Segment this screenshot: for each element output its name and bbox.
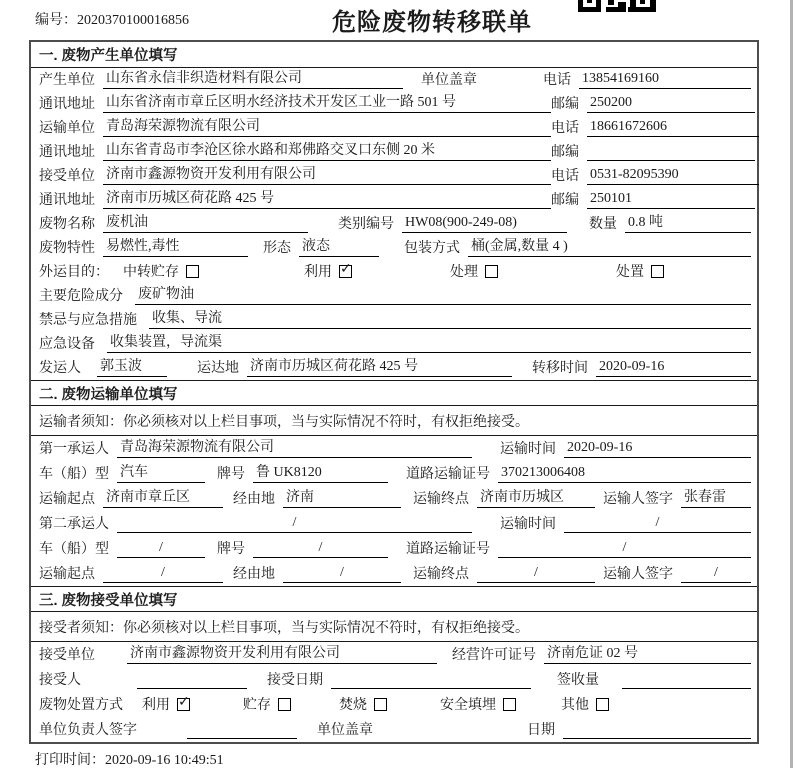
waste-pack-value: 桶(金属,数量 4 ) bbox=[468, 235, 751, 257]
producer-phone-label: 电话 bbox=[543, 73, 571, 88]
receiver-addr-label: 通讯地址 bbox=[39, 193, 95, 208]
receiver-zip-value: 250101 bbox=[587, 191, 755, 209]
checkbox-icon bbox=[278, 698, 291, 711]
road-license1-label: 道路运输证号 bbox=[406, 467, 490, 482]
transporter-zip-value bbox=[587, 159, 755, 161]
row-producer bbox=[31, 68, 757, 92]
receiver-phone-label: 电话 bbox=[551, 169, 579, 184]
dispatcher-label: 发运人 bbox=[39, 361, 81, 376]
checkbox-label: 利用 bbox=[304, 265, 332, 280]
row-hazard bbox=[31, 284, 757, 308]
carrier1-value: 青岛海荣源物流有限公司 bbox=[117, 436, 472, 458]
checkbox-label: 处理 bbox=[450, 265, 478, 280]
purpose-option-dispose bbox=[616, 261, 664, 281]
responsible-sign-value bbox=[187, 737, 297, 739]
waste-form-label: 形态 bbox=[263, 241, 291, 256]
serial-value: 2020370100016856 bbox=[77, 13, 189, 28]
equipment-value: 收集装置，导流渠 bbox=[107, 331, 751, 353]
destination-label: 运达地 bbox=[197, 361, 239, 376]
plate2-value: / bbox=[253, 540, 388, 558]
hazard-label: 主要危险成分 bbox=[39, 289, 123, 304]
route1-start-value: 济南市章丘区 bbox=[103, 486, 223, 508]
row-transporter-address bbox=[31, 140, 757, 164]
hazard-value: 废矿物油 bbox=[135, 283, 751, 305]
producer-zip-value: 250200 bbox=[587, 95, 755, 113]
route2-end-label: 运输终点 bbox=[413, 567, 469, 582]
stamp-date-value bbox=[563, 737, 751, 739]
row-disposal-method bbox=[31, 692, 757, 717]
route1-sign-label: 运输人签字 bbox=[603, 492, 673, 507]
receiver-label: 接受单位 bbox=[39, 169, 95, 184]
route1-end-value: 济南市历城区 bbox=[477, 486, 595, 508]
producer-zip-label: 邮编 bbox=[551, 97, 579, 112]
transporter-value: 青岛海荣源物流有限公司 bbox=[103, 115, 551, 137]
carrier2-time-label: 运输时间 bbox=[500, 517, 556, 532]
row-acceptor bbox=[31, 667, 757, 692]
row-carrier2 bbox=[31, 511, 757, 536]
row-producer-address bbox=[31, 92, 757, 116]
row-dispatch bbox=[31, 356, 757, 380]
disposal-option-utilize bbox=[142, 694, 190, 714]
row-route1 bbox=[31, 486, 757, 511]
checkbox-label: 处置 bbox=[616, 265, 644, 280]
row-waste-traits bbox=[31, 236, 757, 260]
checkbox-icon bbox=[485, 265, 498, 278]
unit-stamp-label: 单位盖章 bbox=[317, 723, 373, 738]
emergency-value: 收集、导流 bbox=[149, 307, 751, 329]
page-title: 危险废物转移联单 bbox=[332, 10, 532, 36]
waste-traits-label: 废物特性 bbox=[39, 241, 95, 256]
route2-via-label: 经由地 bbox=[233, 567, 275, 582]
row-carrier1 bbox=[31, 436, 757, 461]
section3-header: 三. 废物接受单位填写 bbox=[31, 586, 757, 612]
receiver-addr-value: 济南市历城区荷花路 425 号 bbox=[103, 187, 551, 209]
row-purpose bbox=[31, 260, 757, 284]
stamp-label: 单位盖章 bbox=[421, 73, 477, 88]
checkbox-label: 中转贮存 bbox=[123, 265, 179, 280]
acceptor-label: 接受人 bbox=[39, 673, 81, 688]
plate1-label: 牌号 bbox=[217, 467, 245, 482]
carrier1-time-value: 2020-09-16 bbox=[564, 440, 751, 458]
waste-qty-label: 数量 bbox=[589, 217, 617, 232]
checkbox-label: 安全填埋 bbox=[440, 698, 496, 713]
carrier1-time-label: 运输时间 bbox=[500, 442, 556, 457]
checkbox-label: 焚烧 bbox=[339, 698, 367, 713]
print-time-label: 打印时间： bbox=[35, 753, 105, 768]
road-license1-value: 370213006408 bbox=[498, 465, 751, 483]
transporter-addr-value: 山东省青岛市李沧区徐水路和郑佛路交叉口东侧 20 米 bbox=[103, 139, 551, 161]
waste-name-label: 废物名称 bbox=[39, 217, 95, 232]
vehicle1-value: 汽车 bbox=[117, 461, 205, 483]
checkbox-icon bbox=[503, 698, 516, 711]
route2-start-label: 运输起点 bbox=[39, 567, 95, 582]
transporter-phone-label: 电话 bbox=[551, 121, 579, 136]
checkbox-icon bbox=[339, 260, 352, 278]
waste-traits-value: 易燃性,毒性 bbox=[103, 235, 248, 257]
transporter-label: 运输单位 bbox=[39, 121, 95, 136]
accept-date-label: 接受日期 bbox=[267, 673, 323, 688]
waste-name-value: 废机油 bbox=[103, 211, 308, 233]
checkbox-icon bbox=[186, 265, 199, 278]
checkbox-icon bbox=[374, 698, 387, 711]
producer-value: 山东省永信非织造材料有限公司 bbox=[103, 67, 403, 89]
check-mark: ✓ bbox=[178, 693, 190, 710]
route2-start-value: / bbox=[103, 565, 223, 583]
vehicle2-value: / bbox=[117, 540, 205, 558]
purpose-option-utilize bbox=[304, 261, 352, 281]
producer-addr-value: 山东省济南市章丘区明水经济技术开发区工业一路 501 号 bbox=[103, 91, 551, 113]
receiver-zip-label: 邮编 bbox=[551, 193, 579, 208]
accept-unit-value: 济南市鑫源物资开发利用有限公司 bbox=[127, 642, 437, 664]
plate2-label: 牌号 bbox=[217, 542, 245, 557]
row-vehicle1 bbox=[31, 461, 757, 486]
waste-pack-label: 包装方式 bbox=[404, 241, 460, 256]
producer-label: 产生单位 bbox=[39, 73, 95, 88]
acceptor-value bbox=[137, 687, 247, 689]
producer-phone-value: 13854169160 bbox=[579, 71, 751, 89]
route2-sign-label: 运输人签字 bbox=[603, 567, 673, 582]
equipment-label: 应急设备 bbox=[39, 337, 95, 352]
route2-via-value: / bbox=[283, 565, 401, 583]
received-qty-value bbox=[622, 687, 751, 689]
route1-via-label: 经由地 bbox=[233, 492, 275, 507]
window-right-edge bbox=[790, 0, 793, 768]
section2-notice: 运输者须知：你必须核对以上栏目事项，当与实际情况不符时，有权拒绝接受。 bbox=[31, 406, 757, 436]
transfer-time-value: 2020-09-16 bbox=[596, 359, 751, 377]
row-vehicle2 bbox=[31, 536, 757, 561]
qr-code-fragment bbox=[578, 0, 656, 13]
emergency-label: 禁忌与应急措施 bbox=[39, 313, 137, 328]
waste-code-label: 类别编号 bbox=[338, 217, 394, 232]
route1-sign-value: 张春雷 bbox=[681, 486, 751, 508]
responsible-sign-label: 单位负责人签字 bbox=[39, 723, 137, 738]
route1-via-value: 济南 bbox=[283, 486, 401, 508]
road-license2-label: 道路运输证号 bbox=[406, 542, 490, 557]
disposal-option-landfill bbox=[440, 694, 516, 714]
stamp-date-label: 日期 bbox=[527, 723, 555, 738]
row-receiver bbox=[31, 164, 757, 188]
purpose-option-treat bbox=[450, 261, 498, 281]
print-time-line bbox=[35, 749, 224, 769]
vehicle1-label: 车（船）型 bbox=[39, 467, 109, 482]
route2-end-value: / bbox=[477, 565, 595, 583]
route1-end-label: 运输终点 bbox=[413, 492, 469, 507]
accept-unit-label: 接受单位 bbox=[39, 648, 95, 663]
route1-start-label: 运输起点 bbox=[39, 492, 95, 507]
transfer-form bbox=[29, 40, 759, 744]
waste-qty-value: 0.8 吨 bbox=[625, 211, 751, 233]
row-responsible-signature bbox=[31, 717, 757, 742]
accept-date-value bbox=[331, 687, 531, 689]
checkbox-icon bbox=[177, 693, 190, 711]
checkbox-label: 利用 bbox=[142, 698, 170, 713]
receiver-value: 济南市鑫源物资开发利用有限公司 bbox=[103, 163, 551, 185]
print-time-value: 2020-09-16 10:49:51 bbox=[105, 753, 224, 768]
row-transporter bbox=[31, 116, 757, 140]
row-accept-unit bbox=[31, 642, 757, 667]
checkbox-icon bbox=[651, 265, 664, 278]
disposal-option-storage bbox=[243, 694, 291, 714]
dispatcher-value: 郭玉波 bbox=[97, 355, 167, 377]
operating-license-label: 经营许可证号 bbox=[452, 648, 536, 663]
route2-sign-value: / bbox=[681, 565, 751, 583]
row-waste-name bbox=[31, 212, 757, 236]
carrier2-label: 第二承运人 bbox=[39, 517, 109, 532]
section1-header: 一. 废物产生单位填写 bbox=[31, 42, 757, 68]
producer-addr-label: 通讯地址 bbox=[39, 97, 95, 112]
carrier2-time-value: / bbox=[564, 515, 751, 533]
check-mark: ✓ bbox=[340, 260, 352, 277]
row-receiver-address bbox=[31, 188, 757, 212]
transfer-time-label: 转移时间 bbox=[532, 361, 588, 376]
transporter-phone-value: 18661672606 bbox=[587, 119, 759, 137]
purpose-label: 外运目的： bbox=[39, 265, 109, 280]
checkbox-icon bbox=[596, 698, 609, 711]
waste-form-value: 液态 bbox=[299, 235, 379, 257]
receiver-phone-value: 0531-82095390 bbox=[587, 167, 759, 185]
vehicle2-label: 车（船）型 bbox=[39, 542, 109, 557]
road-license2-value: / bbox=[498, 540, 751, 558]
operating-license-value: 济南危证 02 号 bbox=[544, 642, 751, 664]
row-emergency-equipment bbox=[31, 332, 757, 356]
waste-code-value: HW08(900-249-08) bbox=[402, 215, 567, 233]
carrier2-value: / bbox=[117, 515, 472, 533]
transporter-zip-label: 邮编 bbox=[551, 145, 579, 160]
destination-value: 济南市历城区荷花路 425 号 bbox=[247, 355, 512, 377]
checkbox-label: 贮存 bbox=[243, 698, 271, 713]
disposal-method-label: 废物处置方式 bbox=[39, 698, 123, 713]
row-emergency-measures bbox=[31, 308, 757, 332]
disposal-option-incinerate bbox=[339, 694, 387, 714]
checkbox-label: 其他 bbox=[561, 698, 589, 713]
section2-header: 二. 废物运输单位填写 bbox=[31, 380, 757, 406]
section3-notice: 接受者须知：你必须核对以上栏目事项，当与实际情况不符时，有权拒绝接受。 bbox=[31, 612, 757, 642]
serial-label: 编号： bbox=[35, 13, 77, 28]
row-route2 bbox=[31, 561, 757, 586]
transporter-addr-label: 通讯地址 bbox=[39, 145, 95, 160]
carrier1-label: 第一承运人 bbox=[39, 442, 109, 457]
disposal-option-other bbox=[561, 694, 609, 714]
purpose-option-transfer-storage bbox=[123, 261, 199, 281]
received-qty-label: 签收量 bbox=[557, 673, 599, 688]
plate1-value: 鲁 UK8120 bbox=[253, 461, 388, 483]
